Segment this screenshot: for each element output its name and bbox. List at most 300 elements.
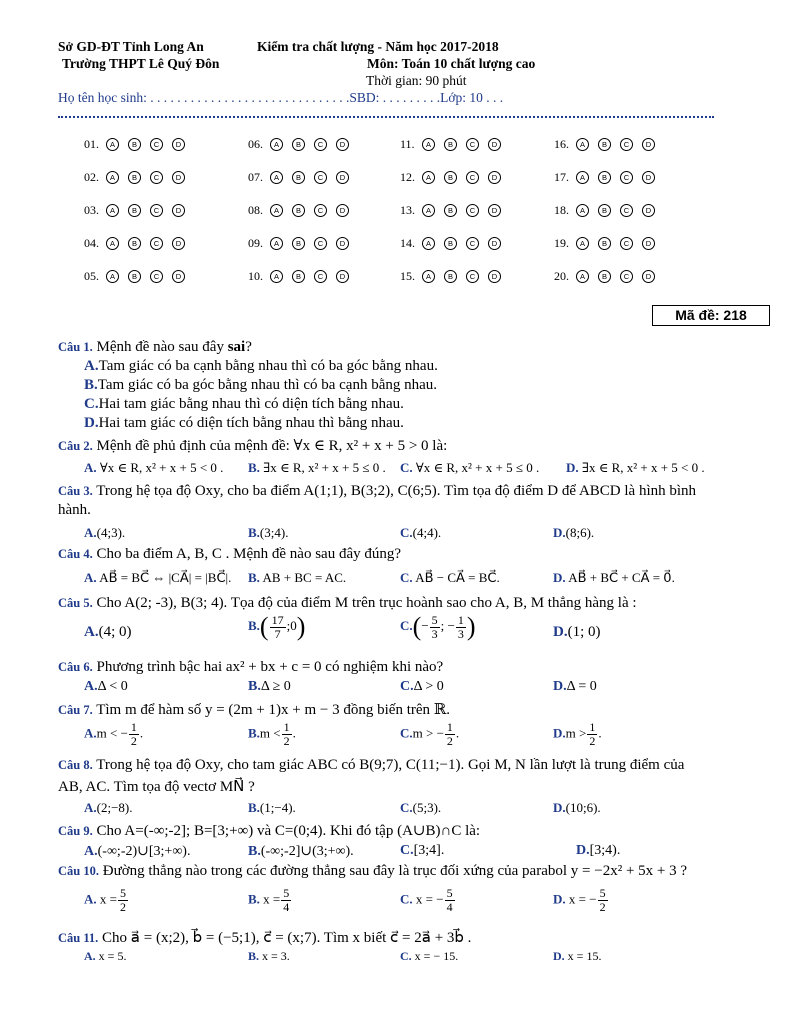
question-label: Câu 6. [58,660,93,674]
answer-bubble-b[interactable]: B [128,204,141,217]
option-text: (4; 0) [98,624,132,640]
option-a[interactable] [84,624,132,641]
option-text: Tam giác có ba cạnh bằng nhau thì có ba góc bằng nhau. [98,358,438,374]
option-text: Δ > 0 [413,679,444,694]
option-d[interactable]: D.m > $\frac{1}{2}$ . [553,720,602,748]
question-10 [58,863,687,880]
option-a[interactable] [84,887,129,914]
option-b[interactable] [248,800,296,816]
fraction-denominator: 4 [446,900,453,914]
option-letter: D. [576,843,590,858]
fraction [587,721,597,748]
option-text: (5;3). [412,800,442,815]
option-a[interactable]: A.m < − $\frac{1}{2}$ . [84,720,144,748]
answer-bubble-d[interactable]: D [488,237,501,250]
fraction [118,887,128,914]
question-label: Câu 1. [58,340,93,354]
answer-bubble-a[interactable]: A [422,270,435,283]
option-c[interactable] [400,800,441,816]
answer-number: 09. [248,236,263,250]
question-text: Trong hệ tọa độ Oxy, cho tam giác ABC có B(9;7), C(11;−1). Gọi M, N lần lượt là trung điểm của [96,757,685,773]
answer-bubble-c[interactable]: C [150,204,163,217]
option-a[interactable] [84,800,133,816]
answer-bubble-b[interactable]: B [598,237,611,250]
option-text: (1;−4). [259,800,296,815]
option-letter: C. [400,891,413,907]
answer-bubble-d[interactable]: D [336,171,349,184]
option-b[interactable] [248,843,354,860]
fraction-denominator: 3 [457,626,464,641]
fraction [445,887,455,914]
option-b[interactable] [248,570,346,586]
fraction-denominator: 2 [589,734,596,748]
option-letter: A. [84,460,97,475]
question-1 [58,339,252,356]
option-text: [3;4]. [413,843,445,858]
option-text: x = 3. [262,949,290,963]
answer-item [554,203,664,218]
answer-number: 08. [248,203,263,217]
answer-bubble-c[interactable]: C [150,171,163,184]
answer-bubble-c[interactable]: C [150,138,163,151]
option-a[interactable] [84,843,190,860]
answer-bubble-b[interactable]: B [292,204,305,217]
question-3-continued: hành. [58,502,91,518]
header-time: Thời gian: 90 phút [366,73,467,88]
option-letter: A. [84,725,97,741]
answer-bubble-d[interactable]: D [642,204,655,217]
option-d[interactable] [553,570,675,586]
option-letter: B. [248,891,260,907]
option-letter: B. [248,525,260,540]
option-b[interactable]: B.m < $\frac{1}{2}$ . [248,720,296,748]
option-text: x = − [415,891,444,907]
question-7 [58,700,450,719]
fraction-numerator: 1 [457,612,464,627]
option-c[interactable] [400,679,444,695]
option-text: AB⃗ + BC⃗ + CA⃗ = 0⃗. [568,570,675,585]
option-letter: C. [400,843,414,858]
answer-row [84,137,684,157]
answer-bubble-b[interactable]: B [598,270,611,283]
fraction-numerator: 5 [119,886,126,900]
answer-bubble-d[interactable]: D [642,237,655,250]
option-text: (4;4). [412,525,442,540]
fraction-numerator: 1 [283,720,290,734]
question-text: Cho A=(-∞;-2]; B=[3;+∞) và C=(0;4). Khi đó tập (A∪B)∩C là: [96,823,481,839]
option-a[interactable] [84,679,128,695]
option-letter: A. [84,800,97,815]
answer-bubble-c[interactable]: C [466,270,479,283]
option-text: Δ < 0 [97,679,128,694]
answer-item [554,269,664,284]
option-letter: C. [400,570,413,585]
option-letter: D. [553,525,566,540]
option-c[interactable] [400,612,476,642]
answer-number: 01. [84,137,99,151]
option-letter: D. [566,460,579,475]
answer-bubble-c[interactable]: C [314,237,327,250]
option-c[interactable] [400,949,458,964]
question-label: Câu 11. [58,931,99,945]
answer-bubble-c[interactable]: C [314,270,327,283]
option-d[interactable] [576,843,620,859]
answer-bubble-b[interactable]: B [598,171,611,184]
answer-bubble-d[interactable]: D [488,171,501,184]
option-letter: B. [248,570,260,585]
option-c[interactable] [400,460,539,476]
answer-row [84,269,684,289]
option-text: m > [565,725,587,741]
answer-bubble-c[interactable]: C [314,171,327,184]
answer-item [84,269,194,284]
answer-bubble-a[interactable]: A [270,204,283,217]
paren-open: ( [412,612,422,641]
option-c[interactable]: C.m > − $\frac{1}{2}$ . [400,720,460,748]
answer-bubble-b[interactable]: B [598,138,611,151]
answer-bubble-d[interactable]: D [488,270,501,283]
answer-number: 15. [400,269,415,283]
option-text: Δ ≥ 0 [260,679,291,694]
answer-number: 14. [400,236,415,250]
answer-bubble-c[interactable]: C [466,204,479,217]
answer-bubble-a[interactable]: A [576,138,589,151]
option-text: ; − [440,617,455,633]
option-b[interactable] [248,949,290,964]
fraction-numerator: 5 [283,886,290,900]
option-c[interactable] [400,843,444,859]
answer-item [400,137,510,152]
answer-bubble-c[interactable]: C [620,204,633,217]
answer-item [84,203,194,218]
answer-number: 20. [554,269,569,283]
answer-bubble-d[interactable]: D [488,138,501,151]
option-letter: B. [248,725,260,741]
answer-bubble-a[interactable]: A [576,237,589,250]
option-text: Hai tam giác bằng nhau thì có diện tích bằng nhau. [98,396,404,412]
answer-bubble-b[interactable]: B [444,237,457,250]
option-letter: A. [84,949,96,963]
answer-bubble-d[interactable]: D [172,138,185,151]
option-b[interactable] [248,525,288,541]
answer-bubble-d[interactable]: D [642,270,655,283]
paren-open: ( [259,612,269,641]
answer-bubble-a[interactable]: A [576,270,589,283]
question-8 [58,757,684,774]
answer-bubble-b[interactable]: B [292,237,305,250]
option-b[interactable] [248,460,386,476]
question-5 [58,595,637,612]
answer-bubble-a[interactable]: A [106,138,119,151]
fraction [456,614,466,641]
option-c[interactable] [400,525,441,541]
option-text: (4;3). [96,525,126,540]
answer-bubble-b[interactable]: B [444,171,457,184]
fraction [281,887,291,914]
answer-bubble-a[interactable]: A [106,204,119,217]
answer-bubble-b[interactable]: B [444,204,457,217]
question-text: Cho ba điểm A, B, C . Mệnh đề nào sau đây đúng? [96,546,402,562]
answer-bubble-c[interactable]: C [620,138,633,151]
option-text: AB⃗ = BC⃗ ⇔ |CA⃗| = |BC⃗|. [99,570,232,585]
option-letter: D. [553,570,566,585]
option-text: Δ = 0 [566,679,597,694]
answer-bubble-a[interactable]: A [270,138,283,151]
answer-item [248,137,358,152]
dotted-divider [58,112,714,118]
answer-bubble-b[interactable]: B [292,171,305,184]
fraction [129,721,139,748]
option-text: x = 15. [567,949,602,963]
option-b[interactable] [84,377,437,394]
option-text: ∃x ∈ R, x² + x + 5 ≤ 0 . [263,460,386,475]
option-d[interactable] [553,800,601,816]
option-text: AB + BC = AC. [262,570,347,585]
question-text: Cho a⃗ = (x;2), b⃗ = (−5;1), c⃗ = (x;7). Tìm x biết c⃗ = 2a⃗ + 3b⃗ . [102,930,472,946]
answer-bubble-c[interactable]: C [314,138,327,151]
question-label: Câu 2. [58,439,93,453]
answer-bubble-b[interactable]: B [444,138,457,151]
option-d[interactable] [553,624,601,641]
question-9 [58,821,480,840]
option-letter: C. [400,460,413,475]
question-text: Đường thẳng nào trong các đường thẳng sau đây là trục đối xứng của parabol y = −2x² + 5x + 3 ? [102,863,688,879]
answer-bubble-d[interactable]: D [172,171,185,184]
question-end: ? [245,339,252,355]
option-b[interactable] [248,887,292,914]
option-letter: D. [553,624,568,640]
answer-number: 04. [84,236,99,250]
fraction-numerator: 5 [446,886,453,900]
answer-bubble-b[interactable]: B [598,204,611,217]
answer-bubble-c[interactable]: C [314,204,327,217]
option-d[interactable] [566,460,705,476]
fraction [282,721,292,748]
answer-bubble-a[interactable]: A [270,270,283,283]
option-text: ∃x ∈ R, x² + x + 5 < 0 . [581,460,705,475]
answer-bubble-d[interactable]: D [172,204,185,217]
answer-bubble-a[interactable]: A [270,237,283,250]
option-letter: A. [84,570,97,585]
answer-bubble-c[interactable]: C [150,270,163,283]
answer-bubble-a[interactable]: A [106,237,119,250]
answer-bubble-c[interactable]: C [620,171,633,184]
option-text: ∀x ∈ R, x² + x + 5 < 0 . [99,460,224,475]
answer-number: 18. [554,203,569,217]
fraction-denominator: 2 [283,734,290,748]
answer-bubble-a[interactable]: A [106,270,119,283]
option-text: m < [259,725,281,741]
answer-item [84,236,194,251]
option-text: ;0 [286,617,297,633]
option-d[interactable] [84,415,404,432]
answer-item [400,170,510,185]
student-info-line: Họ tên học sinh: . . . . . . . . . . . . . . . . . . . . . . . . . . . . . .SBD: . . . . . . . . .Lớp: 10 . . . [58,90,504,105]
option-letter: D. [553,679,567,694]
question-emphasis: sai [227,339,246,355]
option-b[interactable] [248,679,291,695]
answer-item [400,203,510,218]
fraction [445,721,455,748]
option-d[interactable] [553,887,609,914]
exam-code-box: Mã đề: 218 [652,305,770,326]
answer-bubble-b[interactable]: B [444,270,457,283]
option-text: (-∞;-2)∪[3;+∞). [97,844,191,859]
option-text: ∀x ∈ R, x² + x + 5 ≤ 0 . [415,460,540,475]
answer-row [84,236,684,256]
option-letter: B. [248,617,260,633]
question-2 [58,436,447,455]
answer-item [554,236,664,251]
option-letter: D. [553,800,566,815]
option-c[interactable] [400,570,500,586]
header-subject: Môn: Toán 10 chất lượng cao [367,56,536,71]
answer-bubble-d[interactable]: D [172,237,185,250]
option-text: (10;6). [565,800,601,815]
question-6 [58,659,443,676]
question-4 [58,546,401,563]
option-text: (8;6). [565,525,595,540]
option-text: m > − [412,725,444,741]
answer-bubble-b[interactable]: B [292,270,305,283]
answer-bubble-b[interactable]: B [128,171,141,184]
question-label: Câu 7. [58,703,93,717]
option-text: AB⃗ − CA⃗ = BC⃗. [415,570,500,585]
answer-bubble-b[interactable]: B [128,138,141,151]
answer-bubble-d[interactable]: D [642,171,655,184]
question-text: Cho A(2; -3), B(3; 4). Tọa độ của điểm M trên trục hoành sao cho A, B, M thẳng hàng là : [96,595,637,611]
answer-bubble-c[interactable]: C [620,237,633,250]
option-letter: D. [553,891,566,907]
answer-number: 11. [400,137,415,151]
header-department: Sở GD-ĐT Tỉnh Long An [58,39,204,54]
answer-bubble-c[interactable]: C [466,138,479,151]
option-a[interactable] [84,525,125,541]
option-text: (2;−8). [96,800,133,815]
question-text: Trong hệ tọa độ Oxy, cho ba điểm A(1;1), B(3;2), C(6;5). Tìm tọa độ điểm D để ABCD là hình bình [96,483,697,499]
answer-number: 12. [400,170,415,184]
question-text: Mệnh đề nào sau đây [96,339,224,355]
option-text: x = [263,891,281,907]
option-letter: C. [400,617,413,633]
option-text: (3;4). [259,525,289,540]
fraction-denominator: 4 [283,900,290,914]
answer-bubble-d[interactable]: D [336,270,349,283]
answer-bubble-a[interactable]: A [422,237,435,250]
answer-number: 10. [248,269,263,283]
answer-number: 03. [84,203,99,217]
option-d[interactable] [553,525,594,541]
fraction-denominator: 3 [431,626,438,641]
fraction-denominator: 2 [119,900,126,914]
answer-number: 06. [248,137,263,151]
answer-bubble-a[interactable]: A [576,171,589,184]
question-label: Câu 8. [58,758,93,772]
question-label: Câu 10. [58,864,99,878]
question-label: Câu 9. [58,824,93,838]
fraction-denominator: 7 [274,626,281,641]
answer-bubble-c[interactable]: C [150,237,163,250]
fraction-numerator: 5 [431,612,438,627]
answer-number: 13. [400,203,415,217]
option-a[interactable] [84,570,231,586]
question-text: Phương trình bậc hai ax² + bx + c = 0 có nghiệm khi nào? [96,659,444,675]
answer-item [84,137,194,152]
answer-bubble-d[interactable]: D [642,138,655,151]
option-letter: B. [84,377,98,393]
option-text: − [421,617,429,633]
answer-item [400,269,510,284]
question-3 [58,483,696,500]
header-school: Trường THPT Lê Quý Đôn [62,56,220,71]
option-d[interactable] [553,949,601,964]
option-letter: C. [400,679,414,694]
option-text: (-∞;-2]∪(3;+∞). [260,844,354,859]
answer-bubble-d[interactable]: D [336,138,349,151]
option-letter: A. [84,525,97,540]
answer-bubble-c[interactable]: C [620,270,633,283]
fraction-numerator: 1 [589,720,596,734]
answer-item [400,236,510,251]
option-letter: C. [400,725,413,741]
option-b[interactable] [248,612,305,642]
option-text: m < − [96,725,128,741]
option-letter: B. [248,949,260,963]
answer-bubble-d[interactable]: D [336,204,349,217]
answer-bubble-b[interactable]: B [292,138,305,151]
fraction-denominator: 2 [130,734,137,748]
option-text: x = − [568,891,597,907]
question-label: Câu 4. [58,547,93,561]
answer-bubble-a[interactable]: A [270,171,283,184]
option-letter: A. [84,844,98,859]
answer-bubble-c[interactable]: C [466,237,479,250]
option-a[interactable] [84,460,223,476]
answer-bubble-b[interactable]: B [128,237,141,250]
option-a[interactable] [84,949,126,964]
option-d[interactable] [553,679,597,695]
answer-bubble-c[interactable]: C [466,171,479,184]
answer-bubble-d[interactable]: D [336,237,349,250]
option-text: Tam giác có ba góc bằng nhau thì có ba cạnh bằng nhau. [97,377,438,393]
answer-bubble-d[interactable]: D [172,270,185,283]
answer-bubble-d[interactable]: D [488,204,501,217]
answer-row [84,170,684,190]
option-a[interactable] [84,358,438,375]
answer-bubble-a[interactable]: A [422,138,435,151]
option-letter: B. [248,460,260,475]
fraction-denominator: 2 [446,734,453,748]
option-c[interactable] [400,887,456,914]
answer-number: 02. [84,170,99,184]
answer-bubble-a[interactable]: A [422,204,435,217]
paren-close: ) [296,612,306,641]
option-c[interactable] [84,396,404,413]
header-exam-title: Kiểm tra chất lượng - Năm học 2017-2018 [257,39,499,54]
answer-bubble-a[interactable]: A [422,171,435,184]
option-text: (1; 0) [567,624,601,640]
fraction [598,887,608,914]
answer-bubble-a[interactable]: A [576,204,589,217]
answer-number: 05. [84,269,99,283]
answer-row [84,203,684,223]
option-text: [3;4). [589,843,621,858]
answer-bubble-b[interactable]: B [128,270,141,283]
fraction [430,614,440,641]
question-8-continued: AB, AC. Tìm tọa độ vectơ MN⃗ ? [58,779,255,795]
answer-bubble-a[interactable]: A [106,171,119,184]
option-letter: A. [84,624,99,640]
